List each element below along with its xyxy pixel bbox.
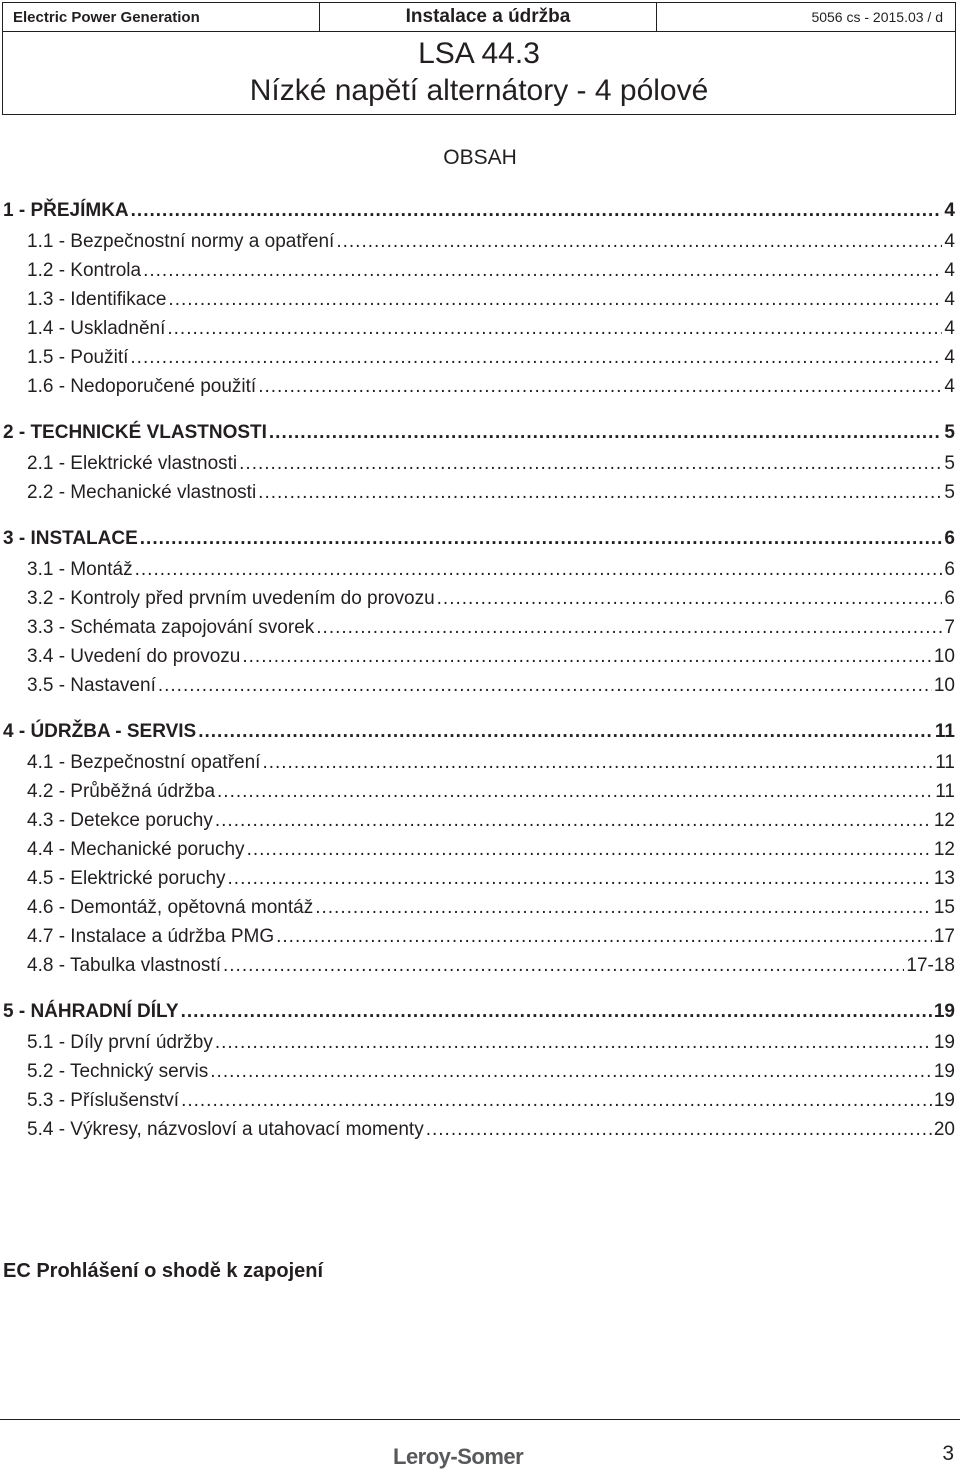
toc-page-number: 20	[933, 1119, 955, 1140]
toc-entry-title: 1.2 - Kontrola	[27, 260, 142, 281]
toc-entry-title: 2.2 - Mechanické vlastnosti	[27, 482, 257, 503]
toc-entry-title: 5.4 - Výkresy, názvosloví a utahovací momenty	[27, 1119, 424, 1140]
dot-leader	[143, 260, 942, 282]
toc-page-number: 4	[944, 289, 955, 310]
dot-leader	[181, 1001, 932, 1023]
dot-leader	[247, 839, 932, 861]
toc-subsection-entry[interactable]	[3, 1061, 955, 1090]
toc-entry-title: 4 - ÚDRŽBA - SERVIS	[3, 721, 197, 742]
toc-entry-title: 3.3 - Schémata zapojování svorek	[27, 617, 315, 638]
section-label: Instalace a údržba	[320, 3, 657, 32]
toc-page-number: 6	[944, 528, 955, 549]
dot-leader	[258, 482, 942, 504]
toc-subsection-entry[interactable]	[3, 231, 955, 260]
toc-subsection-entry[interactable]	[3, 453, 955, 482]
dot-leader	[158, 675, 932, 697]
toc-page-number: 4	[944, 260, 955, 281]
toc-page-number: 15	[933, 897, 955, 918]
toc-entry-title: 1 - PŘEJÍMKA	[3, 200, 129, 221]
table-of-contents	[3, 200, 955, 1165]
dot-leader	[258, 376, 942, 398]
toc-chapter-entry[interactable]	[3, 200, 955, 231]
document-reference: 5056 cs - 2015.03 / d	[657, 3, 956, 32]
dot-leader	[316, 617, 942, 639]
toc-chapter-entry[interactable]	[3, 721, 955, 752]
document-title-box	[3, 32, 956, 115]
toc-entry-title: 3.1 - Montáž	[27, 559, 133, 580]
dot-leader	[130, 347, 942, 369]
toc-page-number: 4	[944, 347, 955, 368]
document-header	[2, 2, 956, 115]
dot-leader	[239, 453, 942, 475]
dot-leader	[336, 231, 942, 253]
toc-page-number: 4	[944, 231, 955, 252]
toc-subsection-entry[interactable]	[3, 347, 955, 376]
toc-subsection-entry[interactable]	[3, 897, 955, 926]
toc-subsection-entry[interactable]	[3, 289, 955, 318]
dot-leader	[215, 810, 932, 832]
dot-leader	[228, 868, 932, 890]
toc-entry-title: 1.3 - Identifikace	[27, 289, 167, 310]
dot-leader	[217, 781, 933, 803]
dot-leader	[262, 752, 933, 774]
toc-entry-title: 5.2 - Technický servis	[27, 1061, 209, 1082]
toc-subsection-entry[interactable]	[3, 868, 955, 897]
toc-page-number: 7	[944, 617, 955, 638]
contents-heading: OBSAH	[443, 146, 517, 169]
toc-entry-title: 5 - NÁHRADNÍ DÍLY	[3, 1001, 179, 1022]
toc-section	[3, 200, 955, 405]
toc-entry-title: 3.5 - Nastavení	[27, 675, 156, 696]
toc-page-number: 12	[933, 839, 955, 860]
dot-leader	[167, 318, 942, 340]
document-subtitle: Nízké napětí alternátory - 4 pólové	[249, 74, 709, 107]
toc-page-number: 10	[933, 646, 955, 667]
dot-leader	[181, 1090, 932, 1112]
toc-section	[3, 422, 955, 511]
toc-entry-title: 4.3 - Detekce poruchy	[27, 810, 213, 831]
toc-subsection-entry[interactable]	[3, 955, 955, 984]
dot-leader	[168, 289, 942, 311]
toc-page-number: 6	[944, 588, 955, 609]
brand-label: Electric Power Generation	[3, 3, 320, 32]
toc-subsection-entry[interactable]	[3, 617, 955, 646]
toc-entry-title: 3.2 - Kontroly před prvním uvedením do provozu	[27, 588, 435, 609]
toc-subsection-entry[interactable]	[3, 260, 955, 289]
footer-divider	[0, 1419, 960, 1420]
toc-page-number: 5	[944, 482, 955, 503]
toc-subsection-entry[interactable]	[3, 1090, 955, 1119]
page-number: 3	[942, 1442, 954, 1465]
toc-subsection-entry[interactable]	[3, 810, 955, 839]
toc-entry-title: 4.7 - Instalace a údržba PMG	[27, 926, 275, 947]
toc-entry-title: 3 - INSTALACE	[3, 528, 138, 549]
toc-subsection-entry[interactable]	[3, 926, 955, 955]
dot-leader	[131, 200, 943, 222]
toc-subsection-entry[interactable]	[3, 559, 955, 588]
ec-declaration-link[interactable]: EC Prohlášení o shodě k zapojení	[3, 1260, 324, 1282]
toc-page-number: 4	[944, 200, 955, 221]
toc-entry-title: 1.5 - Použití	[27, 347, 129, 368]
toc-subsection-entry[interactable]	[3, 376, 955, 405]
toc-entry-title: 1.1 - Bezpečnostní normy a opatření	[27, 231, 335, 252]
toc-chapter-entry[interactable]	[3, 1001, 955, 1032]
toc-subsection-entry[interactable]	[3, 1119, 955, 1148]
toc-page-number: 6	[944, 559, 955, 580]
toc-entry-title: 4.2 - Průběžná údržba	[27, 781, 216, 802]
document-title: LSA 44.3	[418, 37, 540, 70]
toc-entry-title: 4.6 - Demontáž, opětovná montáž	[27, 897, 314, 918]
toc-subsection-entry[interactable]	[3, 675, 955, 704]
toc-entry-title: 1.4 - Uskladnění	[27, 318, 166, 339]
toc-entry-title: 2.1 - Elektrické vlastnosti	[27, 453, 238, 474]
toc-page-number: 19	[933, 1061, 955, 1082]
toc-page-number: 19	[933, 1090, 955, 1111]
toc-page-number: 19	[933, 1032, 955, 1053]
dot-leader	[223, 955, 904, 977]
toc-page-number: 13	[933, 868, 955, 889]
dot-leader	[276, 926, 932, 948]
leroy-somer-logo: Leroy-Somer	[393, 1444, 524, 1469]
toc-page-number: 5	[944, 453, 955, 474]
toc-subsection-entry[interactable]	[3, 482, 955, 511]
toc-page-number: 11	[934, 721, 955, 742]
toc-subsection-entry[interactable]	[3, 318, 955, 347]
toc-subsection-entry[interactable]	[3, 588, 955, 617]
toc-entry-title: 5.3 - Příslušenství	[27, 1090, 180, 1111]
toc-page-number: 10	[933, 675, 955, 696]
dot-leader	[426, 1119, 932, 1141]
toc-section	[3, 1001, 955, 1148]
toc-subsection-entry[interactable]	[3, 839, 955, 868]
dot-leader	[210, 1061, 932, 1083]
toc-page-number: 4	[944, 376, 955, 397]
toc-section	[3, 528, 955, 704]
toc-page-number: 17-18	[906, 955, 955, 976]
toc-page-number: 17	[933, 926, 955, 947]
dot-leader	[198, 721, 933, 743]
toc-page-number: 5	[944, 422, 955, 443]
toc-entry-title: 4.1 - Bezpečnostní opatření	[27, 752, 261, 773]
dot-leader	[135, 559, 943, 581]
dot-leader	[269, 422, 943, 444]
toc-page-number: 11	[935, 781, 955, 802]
toc-chapter-entry[interactable]	[3, 422, 955, 453]
dot-leader	[140, 528, 943, 550]
toc-entry-title: 2 - TECHNICKÉ VLASTNOSTI	[3, 422, 267, 443]
toc-section	[3, 721, 955, 984]
toc-page-number: 4	[944, 318, 955, 339]
toc-chapter-entry[interactable]	[3, 528, 955, 559]
toc-entry-title: 4.8 - Tabulka vlastností	[27, 955, 221, 976]
toc-page-number: 11	[935, 752, 955, 773]
dot-leader	[242, 646, 932, 668]
toc-subsection-entry[interactable]	[3, 752, 955, 781]
toc-subsection-entry[interactable]	[3, 646, 955, 675]
toc-entry-title: 3.4 - Uvedení do provozu	[27, 646, 241, 667]
toc-entry-title: 4.4 - Mechanické poruchy	[27, 839, 245, 860]
toc-subsection-entry[interactable]	[3, 781, 955, 810]
toc-page-number: 19	[933, 1001, 955, 1022]
dot-leader	[215, 1032, 932, 1054]
toc-entry-title: 4.5 - Elektrické poruchy	[27, 868, 226, 889]
dot-leader	[437, 588, 943, 610]
toc-subsection-entry[interactable]	[3, 1032, 955, 1061]
dot-leader	[315, 897, 932, 919]
toc-page-number: 12	[933, 810, 955, 831]
toc-entry-title: 5.1 - Díly první údržby	[27, 1032, 213, 1053]
toc-entry-title: 1.6 - Nedoporučené použití	[27, 376, 257, 397]
